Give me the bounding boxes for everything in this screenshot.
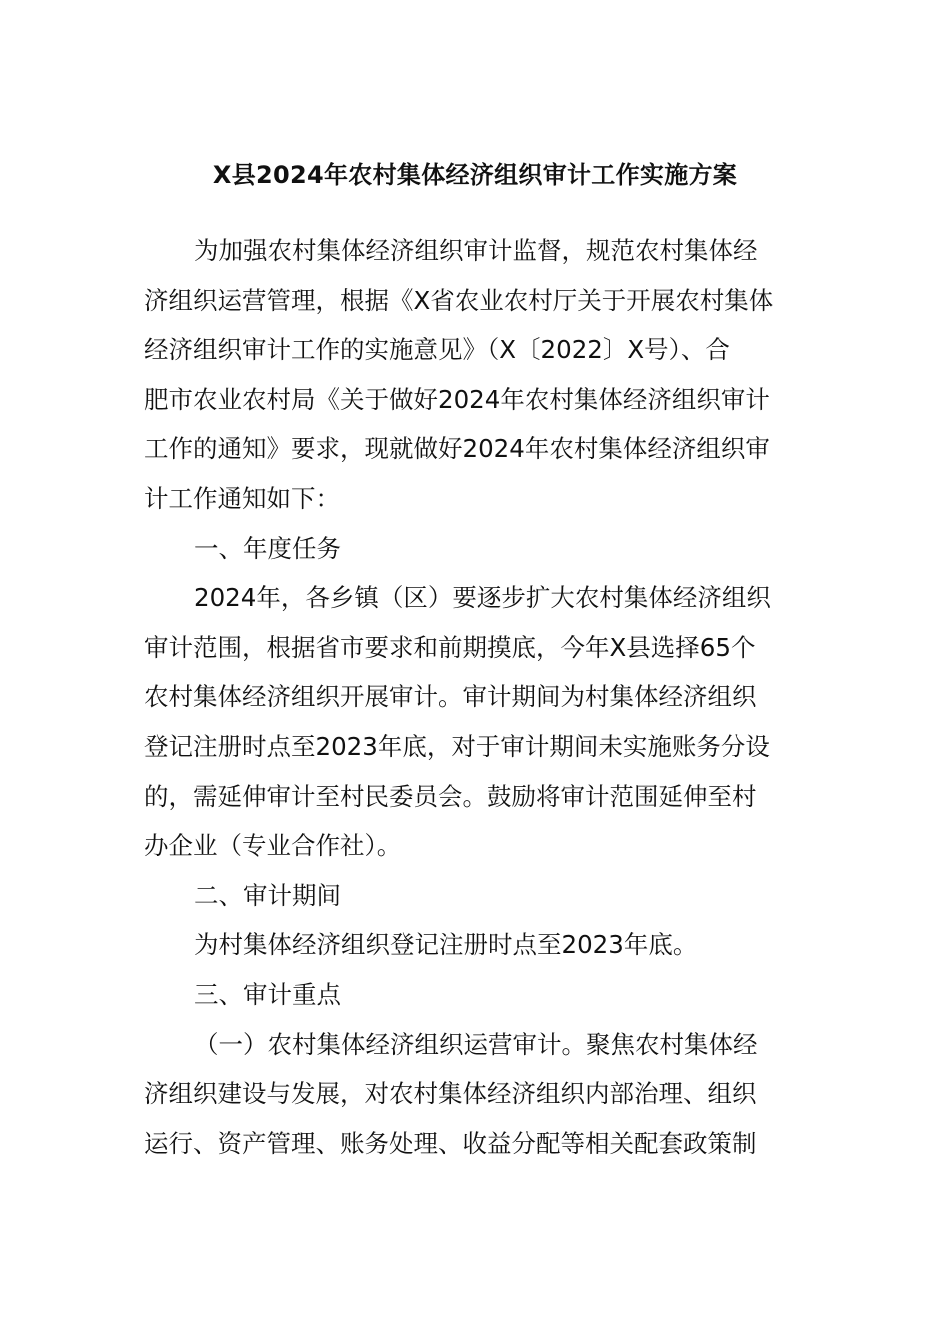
paragraph-line: 办企业（专业合作社）。 [144, 831, 402, 861]
section-heading: 三、审计重点 [194, 979, 341, 1009]
paragraph-line: 运行、资产管理、账务处理、收益分配等相关配套政策制 [144, 1128, 757, 1158]
paragraph-line: 济组织建设与发展，对农村集体经济组织内部治理、组织 [144, 1079, 757, 1109]
section-heading: 一、年度任务 [194, 533, 341, 563]
section-heading: 二、审计期间 [194, 880, 341, 910]
paragraph-line: 审计范围，根据省市要求和前期摸底，今年X县选择65个 [144, 632, 756, 662]
paragraph-line: 为加强农村集体经济组织审计监督，规范农村集体经 [194, 236, 758, 265]
paragraph-line: 的，需延伸审计至村民委员会。鼓励将审计范围延伸至村 [144, 781, 757, 811]
paragraph-line: （一）农村集体经济组织运营审计。聚焦农村集体经 [194, 1029, 758, 1059]
paragraph-line: 济组织运营管理，根据《X省农业农村厅关于开展农村集体 [144, 285, 774, 315]
document-title: X县2024年农村集体经济组织审计工作实施方案 [212, 161, 738, 189]
paragraph-line: 2024年，各乡镇（区）要逐步扩大农村集体经济组织 [194, 583, 771, 613]
paragraph-line: 肥市农业农村局《关于做好2024年农村集体经济组织审计 [144, 384, 770, 414]
paragraph-line: 登记注册时点至2023年底，对于审计期间未实施账务分设 [144, 731, 770, 761]
paragraph-line: 工作的通知》要求，现就做好2024年农村集体经济组织审 [144, 434, 770, 464]
paragraph-line: 经济组织审计工作的实施意见》（X〔2022〕X号）、合 [144, 335, 730, 365]
paragraph-line: 为村集体经济组织登记注册时点至2023年底。 [194, 930, 698, 960]
document-body [144, 226, 809, 1168]
paragraph-line: 计工作通知如下： [144, 483, 340, 513]
paragraph-line: 农村集体经济组织开展审计。审计期间为村集体经济组织 [144, 682, 757, 712]
